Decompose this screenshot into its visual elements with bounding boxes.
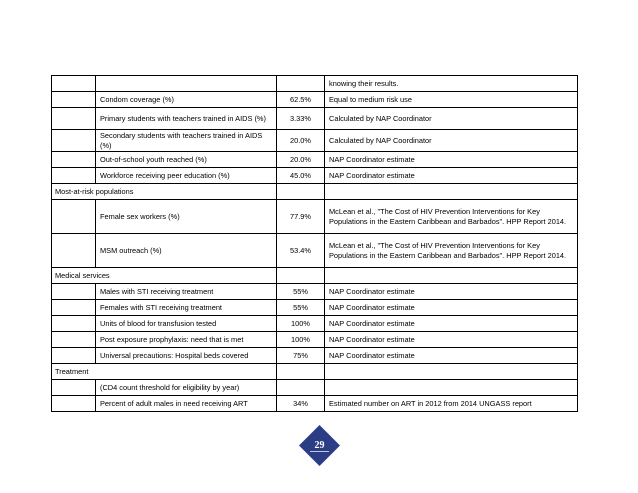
- value-cell: 100%: [277, 316, 325, 332]
- empty-source-cell: [325, 364, 578, 380]
- table-row: [52, 234, 578, 268]
- source-cell: Calculated by NAP Coordinator: [325, 130, 578, 152]
- table-row: [52, 316, 578, 332]
- table-row: [52, 396, 578, 412]
- source-cell: NAP Coordinator estimate: [325, 300, 578, 316]
- table-row: [52, 108, 578, 130]
- indicator-cell: Males with STI receiving treatment: [96, 284, 277, 300]
- category-row: [52, 268, 578, 284]
- indicator-cell: (CD4 count threshold for eligibility by year): [96, 380, 277, 396]
- table-row: [52, 92, 578, 108]
- indicator-cell: [96, 76, 277, 92]
- source-cell: knowing their results.: [325, 76, 578, 92]
- indent-cell: [52, 380, 96, 396]
- indicator-cell: MSM outreach (%): [96, 234, 277, 268]
- value-cell: 62.5%: [277, 92, 325, 108]
- table-row: [52, 200, 578, 234]
- indicator-cell: Units of blood for transfusion tested: [96, 316, 277, 332]
- indent-cell: [52, 92, 96, 108]
- value-cell: 100%: [277, 332, 325, 348]
- empty-value-cell: [277, 268, 325, 284]
- indicator-cell: Female sex workers (%): [96, 200, 277, 234]
- indicator-cell: Post exposure prophylaxis: need that is met: [96, 332, 277, 348]
- indent-cell: [52, 332, 96, 348]
- source-cell: NAP Coordinator estimate: [325, 152, 578, 168]
- indicator-cell: Out-of-school youth reached (%): [96, 152, 277, 168]
- page-number: 29: [314, 440, 325, 451]
- value-cell: 20.0%: [277, 152, 325, 168]
- value-cell: 45.0%: [277, 168, 325, 184]
- indicator-cell: Secondary students with teachers trained in AIDS (%): [96, 130, 277, 152]
- indicator-cell: Workforce receiving peer education (%): [96, 168, 277, 184]
- source-cell: NAP Coordinator estimate: [325, 284, 578, 300]
- table-row: [52, 152, 578, 168]
- source-cell: Estimated number on ART in 2012 from 2014 UNGASS report: [325, 396, 578, 412]
- value-cell: 75%: [277, 348, 325, 364]
- empty-value-cell: [277, 184, 325, 200]
- table-row: [52, 380, 578, 396]
- indent-cell: [52, 152, 96, 168]
- empty-source-cell: [325, 184, 578, 200]
- source-cell: McLean et al., "The Cost of HIV Prevention Interventions for Key Populations in the Eastern Caribbean and Barbados". HPP Report 2014.: [325, 234, 578, 268]
- value-cell: 55%: [277, 300, 325, 316]
- value-cell: 53.4%: [277, 234, 325, 268]
- category-row: [52, 184, 578, 200]
- empty-value-cell: [277, 364, 325, 380]
- table-row: [52, 76, 578, 92]
- indicator-table: [51, 75, 578, 412]
- source-cell: NAP Coordinator estimate: [325, 316, 578, 332]
- table-row: [52, 130, 578, 152]
- value-cell: 55%: [277, 284, 325, 300]
- category-label: Treatment: [52, 364, 277, 380]
- indent-cell: [52, 108, 96, 130]
- indent-cell: [52, 168, 96, 184]
- source-cell: NAP Coordinator estimate: [325, 168, 578, 184]
- value-cell: 20.0%: [277, 130, 325, 152]
- table-row: [52, 348, 578, 364]
- indicator-cell: Universal precautions: Hospital beds covered: [96, 348, 277, 364]
- indent-cell: [52, 396, 96, 412]
- source-cell: [325, 380, 578, 396]
- indent-cell: [52, 316, 96, 332]
- indent-cell: [52, 300, 96, 316]
- source-cell: Calculated by NAP Coordinator: [325, 108, 578, 130]
- table-row: [52, 332, 578, 348]
- empty-source-cell: [325, 268, 578, 284]
- source-cell: NAP Coordinator estimate: [325, 348, 578, 364]
- category-row: [52, 364, 578, 380]
- value-cell: [277, 76, 325, 92]
- indicator-cell: Females with STI receiving treatment: [96, 300, 277, 316]
- value-cell: 34%: [277, 396, 325, 412]
- indicator-cell: Percent of adult males in need receiving ART: [96, 396, 277, 412]
- value-cell: [277, 380, 325, 396]
- source-cell: McLean et al., "The Cost of HIV Prevention Interventions for Key Populations in the Eastern Caribbean and Barbados". HPP Report 2014.: [325, 200, 578, 234]
- indent-cell: [52, 284, 96, 300]
- indent-cell: [52, 76, 96, 92]
- indent-cell: [52, 234, 96, 268]
- table-row: [52, 300, 578, 316]
- category-label: Medical services: [52, 268, 277, 284]
- source-cell: Equal to medium risk use: [325, 92, 578, 108]
- value-cell: 3.33%: [277, 108, 325, 130]
- category-label: Most-at-risk populations: [52, 184, 277, 200]
- indicator-cell: Primary students with teachers trained in AIDS (%): [96, 108, 277, 130]
- table-row: [52, 284, 578, 300]
- value-cell: 77.9%: [277, 200, 325, 234]
- source-cell: NAP Coordinator estimate: [325, 332, 578, 348]
- indent-cell: [52, 348, 96, 364]
- table-row: [52, 168, 578, 184]
- indicator-cell: Condom coverage (%): [96, 92, 277, 108]
- table-body: [52, 76, 578, 412]
- indent-cell: [52, 200, 96, 234]
- indent-cell: [52, 130, 96, 152]
